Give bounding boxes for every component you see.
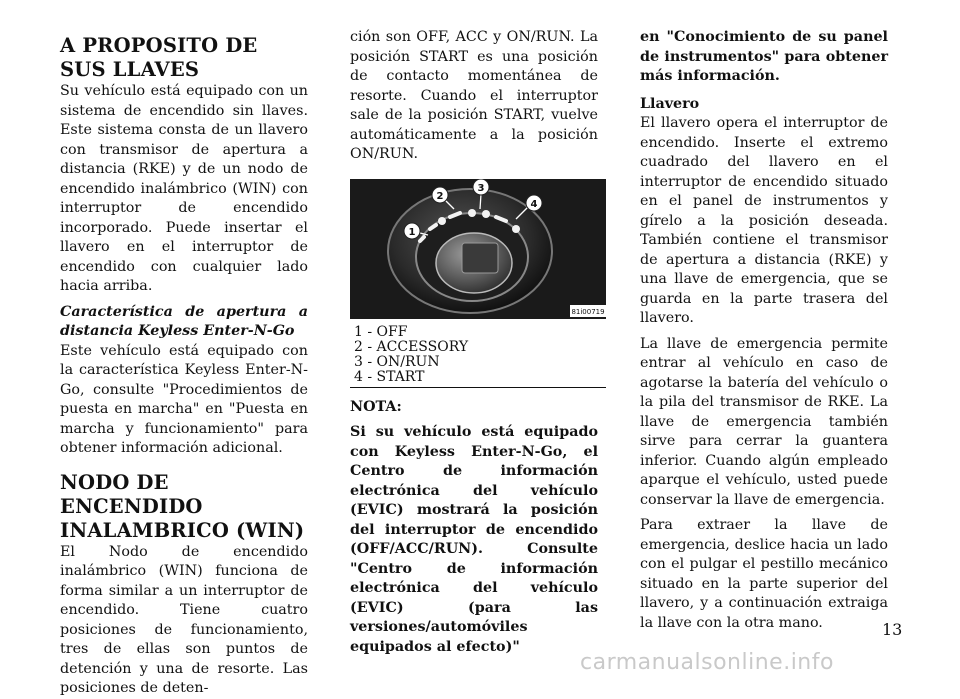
paragraph-win: El Nodo de encendido inalámbrico (WIN) funciona de forma similar a un interruptor de encendido. Tiene cuatro posiciones de funcionamiento, tres de ellas son puntos de detención y una de resorte. Las posiciones de deten-	[60, 543, 308, 696]
column-left	[60, 28, 308, 699]
legend-item: 4 - START	[354, 368, 425, 385]
paragraph-keyless-enter-n-go: Este vehículo está equipado con la característica Keyless Enter-N-Go, consulte "Procedimientos de puesta en marcha" en "Puesta en marcha y funcionamiento" para obtener información adicional.	[60, 342, 308, 456]
figure-code: 81i00719	[571, 307, 605, 316]
legend-item: 1 - OFF	[354, 323, 408, 340]
note-title: NOTA:	[350, 398, 402, 415]
paragraph-positions-continued: ción son OFF, ACC y ON/RUN. La posición START es una posición de contacto momentánea de resorte. Cuando el interruptor sale de la posición START, vuelve automáticamente a la posición ON/RUN.	[350, 29, 598, 162]
callout-4-label: 4	[530, 198, 538, 210]
heading-win: NODO DE ENCENDIDO INALAMBRICO (WIN)	[60, 470, 305, 542]
page-number: 13	[882, 620, 903, 639]
legend-item: 3 - ON/RUN	[354, 353, 440, 370]
note-body: Si su vehículo está equipado con Keyless Enter-N-Go, el Centro de información electrónica del vehículo (EVIC) mostrará la posición del interruptor de encendido (OFF/ACC/RUN). Consulte "Centro de información electrónica del vehículo (EVIC) (para las versiones/automóviles equipados al efecto)"	[350, 424, 598, 655]
paragraph-key-fob: El llavero opera el interruptor de encendido. Inserte el extremo cuadrado del llavero en el interruptor de encendido situado en el panel de instrumentos y gírelo a la posición deseada. También contiene el transmisor de apertura a distancia (RKE) y una llave de emergencia, que se guarda en la parte trasera del llavero.	[640, 115, 888, 326]
heading-about-keys: A PROPOSITO DE SUS LLAVES	[60, 34, 258, 81]
ignition-switch-figure	[350, 179, 606, 319]
paragraph-emergency-key: La llave de emergencia permite entrar al vehículo en caso de agotarse la batería del vehículo o la pila del transmisor de RKE. La llave de emergencia también sirve para cerrar la guantera inferior. Cuando algún empleado aparque el vehículo, usted puede conservar la llave de emergencia.	[640, 335, 888, 508]
paragraph-extract-key: Para extraer la llave de emergencia, deslice hacia un lado con el pulgar el pestillo mecánico situado en la parte superior del llavero, y a continuación extraiga la llave con la otra mano.	[640, 517, 888, 631]
paragraph-keyless-system: Su vehículo está equipado con un sistema de encendido sin llaves. Este sistema consta de un llavero con transmisor de apertura a distancia (RKE) y de un nodo de encendido inalámbrico (WIN) con interruptor de encendido incorporado. Puede insertar el llavero en el interruptor de encendido con cualquier lado hacia arriba.	[60, 83, 308, 294]
note-continued: en "Conocimiento de su panel de instrumentos" para obtener más información.	[640, 29, 888, 84]
legend-item: 2 - ACCESSORY	[354, 338, 469, 355]
watermark: carmanualsonline.info	[580, 650, 834, 675]
legend-divider	[350, 387, 606, 388]
figure-legend	[350, 325, 598, 385]
callout-3-label: 3	[477, 182, 485, 194]
callout-1-label: 1	[408, 226, 416, 238]
column-right	[640, 28, 888, 633]
ignition-switch-illustration	[350, 179, 606, 319]
column-middle	[350, 28, 605, 657]
subheading-key-fob: Llavero	[640, 95, 700, 112]
subheading-keyless-enter-n-go: Característica de apertura a distancia Keyless Enter-N-Go	[60, 303, 308, 339]
callout-2-label: 2	[436, 190, 444, 202]
